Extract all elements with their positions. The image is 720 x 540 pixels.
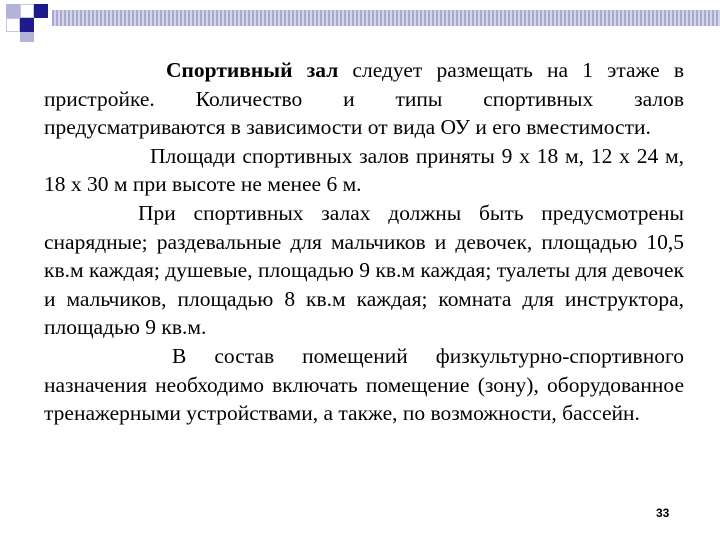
decor-square <box>20 32 34 42</box>
decor-square <box>6 4 20 18</box>
decor-square <box>6 18 20 32</box>
page-number: 33 <box>656 506 670 520</box>
paragraph-gym-placement <box>44 56 684 142</box>
decor-square <box>34 4 48 18</box>
decor-square <box>20 4 34 18</box>
paragraph-sports-facilities <box>44 342 684 428</box>
decor-square <box>20 18 34 32</box>
decor-striped-bar <box>52 10 720 26</box>
paragraph-gym-areas <box>44 142 684 199</box>
paragraph-text: В состав помещений физкультурно-спортивного назначения необходимо включать помещение (зону), оборудованное тренажерными устройствами, а также, по возможности, бассейн. <box>44 343 684 426</box>
paragraph-text: При спортивных залах должны быть предусмотрены снарядные; раздевальные для мальчиков и девочек, площадью 10,5 кв.м каждая; душевые, площадью 9 кв.м каждая; туалеты для девочек и мальчиков, площадью 8 кв.м каждая; комната для инструктора, площадью 9 кв.м. <box>44 200 684 340</box>
paragraph-text: следует размещать на 1 этаже в пристройке. Количество и типы спортивных залов предусматриваются в зависимости от вида ОУ и его вместимости. <box>44 58 684 140</box>
slide-body <box>44 56 684 428</box>
paragraph-auxiliary-rooms <box>44 199 684 342</box>
bold-term: Спортивный зал <box>166 58 339 82</box>
paragraph-text: Площади спортивных залов приняты 9 х 18 м, 12 х 24 м, 18 х 30 м при высоте не менее 6 м. <box>44 143 684 197</box>
